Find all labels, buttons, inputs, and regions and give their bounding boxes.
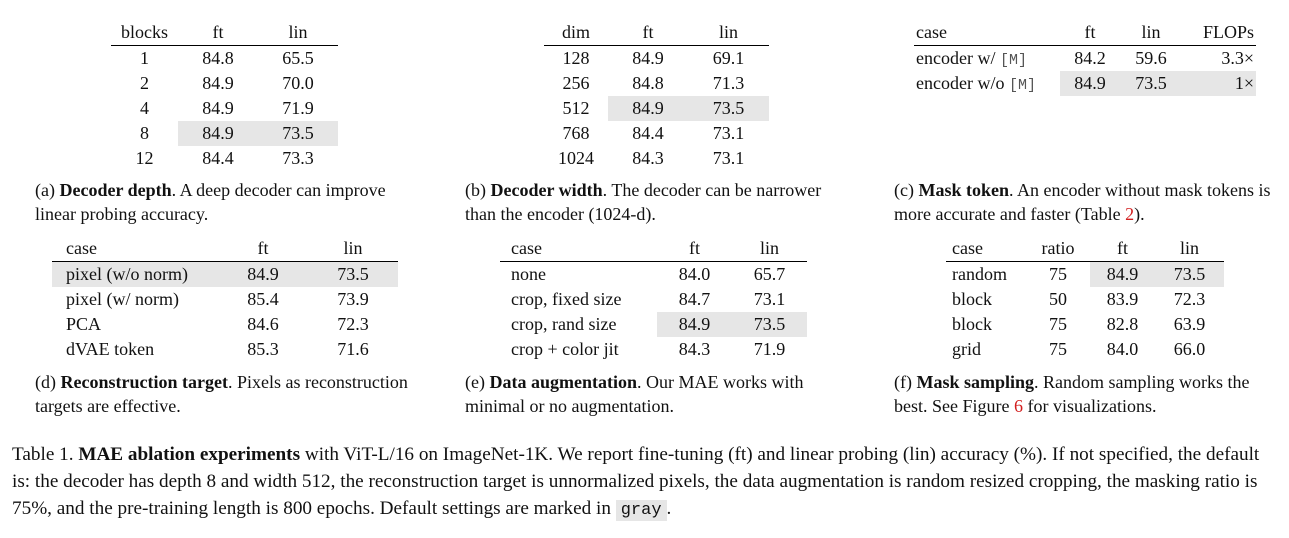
caption-mask-sampling: (f) Mask sampling. Random sampling works the best. See Figure 6 for visualizations. [894,372,1250,416]
header-ft: ft [657,235,732,262]
table-row-default: crop, rand size 84.9 73.5 [500,312,807,337]
figure-6-link[interactable]: 6 [1013,396,1023,416]
header-lin: lin [308,235,398,262]
mask-token-symbol: [M] [999,52,1027,69]
table-row: dVAE token 85.3 71.6 [66,339,369,359]
header-ft: ft [608,19,688,46]
caption-data-augmentation: (e) Data augmentation. Our MAE works with minimal or no augmentation. [465,372,804,416]
table-row-default: encoder w/o [M] 84.9 73.5 1× [916,73,1254,94]
table-row: pixel (w/ norm) 85.4 73.9 [66,289,369,309]
table-row: crop + color jit 84.3 71.9 [511,339,786,359]
caption-reconstruction-target: (d) Reconstruction target. Pixels as reconstruction targets are effective. [35,372,408,416]
caption-decoder-width: (b) Decoder width. The decoder can be narrower than the encoder (1024-d). [465,180,822,224]
table-decoder-width [544,19,769,171]
table-reconstruction-target [52,235,398,362]
mask-token-symbol: [M] [1008,77,1036,94]
header-ft: ft [1060,19,1120,46]
table-row-default: pixel (w/o norm) 84.9 73.5 [52,262,398,288]
header-lin: lin [1120,19,1182,46]
header-blocks: blocks [111,19,178,46]
table-decoder-depth [111,19,338,171]
table-row: 2 84.9 70.0 [140,73,314,93]
table-2-link[interactable]: 2 [1125,204,1135,224]
table-row-default: 512 84.9 73.5 [544,96,769,121]
table-row: 256 84.8 71.3 [562,73,745,93]
table-row-default: 8 84.9 73.5 [111,121,338,146]
table-row-default: random 75 84.9 73.5 [946,262,1224,288]
header-case: case [946,235,1026,262]
table-row: 128 84.9 69.1 [562,48,745,68]
table-data-augmentation [500,235,807,362]
table-row: crop, fixed size 84.7 73.1 [511,289,786,309]
caption-mask-token: (c) Mask token. An encoder without mask tokens is more accurate and faster (Table 2). [894,180,1271,224]
header-ratio: ratio [1026,235,1090,262]
header-dim: dim [544,19,608,46]
header-case: case [52,235,218,262]
table-row: 1024 84.3 73.1 [558,148,745,168]
header-case: case [500,235,657,262]
table-row: 1 84.8 65.5 [140,48,314,68]
gray-default-marker: gray [616,500,667,521]
table-caption: Table 1. MAE ablation experiments with ViT-L/16 on ImageNet-1K. We report fine-tuning (ft) and linear probing (lin) accuracy (%). If not specified, the default is: the decoder has depth 8 and width 512, the reconstruction target is unnormalized pixels, the data augmentation is random resized cropping, the masking ratio is 75%, and the pre-training length is 800 epochs. Default settings are marked in gray . [12,444,1260,520]
table-mask-sampling [946,235,1224,362]
table-row: grid 75 84.0 66.0 [952,339,1206,359]
table-row: 4 84.9 71.9 [140,98,314,118]
table-mask-token [914,19,1256,96]
header-lin: lin [1155,235,1224,262]
table-row: 12 84.4 73.3 [135,148,314,168]
table-row: 768 84.4 73.1 [562,123,745,143]
header-lin: lin [732,235,807,262]
table-row: block 75 82.8 63.9 [952,314,1206,334]
header-ft: ft [178,19,258,46]
header-ft: ft [218,235,308,262]
header-lin: lin [688,19,769,46]
table-row: none 84.0 65.7 [511,264,786,284]
caption-decoder-depth: (a) Decoder depth. A deep decoder can improve linear probing accuracy. [35,180,386,224]
header-case: case [914,19,1060,46]
table-row: block 50 83.9 72.3 [952,289,1206,309]
header-flops: FLOPs [1182,19,1256,46]
table-row: PCA 84.6 72.3 [66,314,369,334]
header-ft: ft [1090,235,1155,262]
header-lin: lin [258,19,338,46]
table-row: encoder w/ [M] 84.2 59.6 3.3× [916,48,1254,69]
